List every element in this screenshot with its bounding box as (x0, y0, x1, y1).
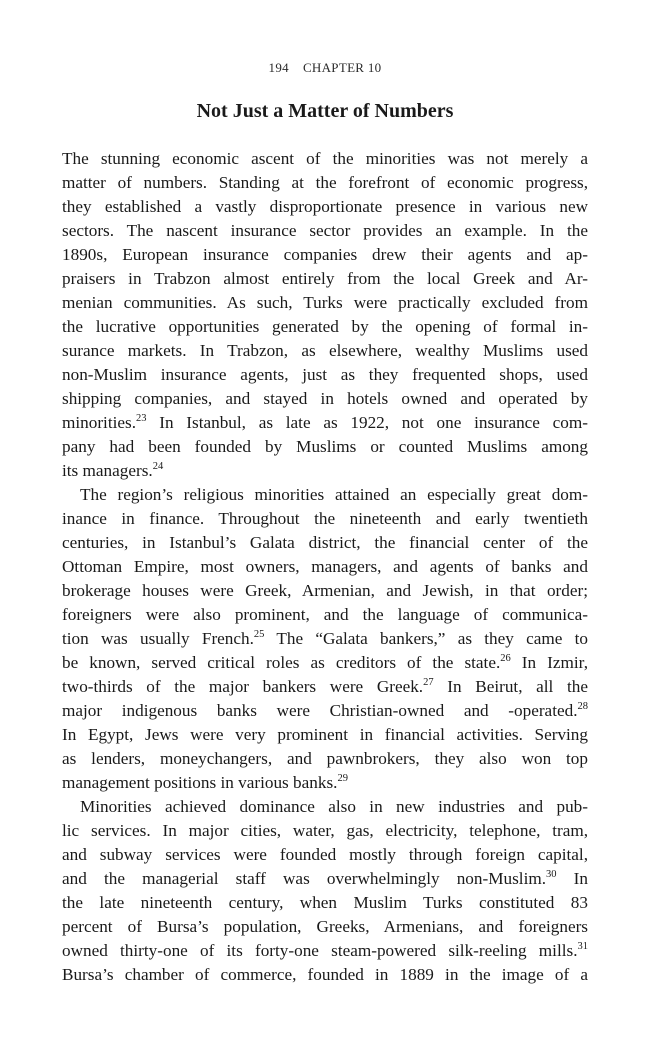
running-head (62, 60, 588, 76)
text-line (62, 939, 588, 963)
text-run: Ottoman Empire, most owners, managers, and agents of banks and (62, 557, 588, 576)
footnote-marker: 29 (337, 773, 348, 784)
text-line (62, 579, 588, 603)
text-run: non-Muslim insurance agents, just as they frequented shops, used (62, 365, 588, 384)
section-title: Not Just a Matter of Numbers (196, 100, 454, 122)
text-run: In Izmir, (510, 653, 588, 672)
text-run: centuries, in Istanbul’s Galata district, the financial center of the (62, 533, 588, 552)
text-run: and the managerial staff was overwhelmingly non-Muslim. (62, 869, 547, 888)
text-line (62, 675, 588, 699)
text-line (62, 435, 588, 459)
text-run: surance markets. In Trabzon, as elsewhere, wealthy Muslims used (62, 341, 588, 360)
text-line (62, 147, 588, 171)
text-line (62, 747, 588, 771)
text-run: 1890s, European insurance companies drew their agents and ap- (62, 245, 588, 264)
text-line (62, 795, 588, 819)
text-line (62, 963, 588, 987)
footnote-marker: 27 (423, 677, 434, 688)
text-line (62, 819, 588, 843)
text-run: two-thirds of the major bankers were Greek. (62, 677, 424, 696)
footnote-marker: 25 (253, 629, 265, 640)
footnote-marker: 28 (577, 701, 588, 712)
text-run: The “Galata bankers,” as they came to (264, 629, 588, 648)
page-number: 194 (268, 60, 289, 75)
text-line (62, 531, 588, 555)
text-line (62, 387, 588, 411)
text-run: owned thirty-one of its forty-one steam-powered silk-reeling mills. (62, 941, 578, 960)
text-line (62, 195, 588, 219)
text-run: foreigners were also prominent, and the language of communica- (62, 605, 588, 624)
paragraph (62, 147, 588, 483)
text-line (62, 651, 588, 675)
text-run: as lenders, moneychangers, and pawnbrokers, they also won top (62, 749, 588, 768)
text-run: The region’s religious minorities attained an especially great dom- (80, 485, 588, 504)
text-line (62, 555, 588, 579)
text-run: lic services. In major cities, water, gas, electricity, telephone, tram, (62, 821, 588, 840)
text-line (62, 603, 588, 627)
text-run: In (556, 869, 588, 888)
text-line (62, 891, 588, 915)
text-line (62, 171, 588, 195)
text-line (62, 291, 588, 315)
text-run: be known, served critical roles as creditors of the state. (62, 653, 501, 672)
text-run: praisers in Trabzon almost entirely from the local Greek and Ar- (62, 269, 588, 288)
text-line (62, 339, 588, 363)
text-run: major indigenous banks were Christian-owned and -operated. (62, 701, 578, 720)
text-line (62, 219, 588, 243)
text-line (62, 459, 588, 483)
footnote-marker: 24 (152, 461, 164, 472)
chapter-label: CHAPTER 10 (302, 60, 382, 75)
footnote-marker: 26 (500, 653, 511, 664)
text-run: percent of Bursa’s population, Greeks, Armenians, and foreigners (62, 917, 588, 936)
text-run: the lucrative opportunities generated by the opening of formal in- (62, 317, 588, 336)
text-run: sectors. The nascent insurance sector provides an example. In the (62, 221, 588, 240)
text-line (62, 315, 588, 339)
text-line (62, 723, 588, 747)
text-line (62, 363, 588, 387)
text-run: In Istanbul, as late as 1922, not one insurance com- (146, 413, 588, 432)
text-line (62, 627, 588, 651)
text-run: pany had been founded by Muslims or counted Muslims among (62, 437, 588, 456)
text-run: inance in finance. Throughout the nineteenth and early twentieth (62, 509, 588, 528)
text-run: minorities. (62, 413, 136, 432)
text-run: matter of numbers. Standing at the forefront of economic progress, (62, 173, 588, 192)
footnote-marker: 31 (577, 941, 588, 952)
text-run: In Egypt, Jews were very prominent in financial activities. Serving (62, 725, 588, 744)
text-line (62, 843, 588, 867)
text-run: and subway services were founded mostly through foreign capital, (62, 845, 588, 864)
text-run: the late nineteenth century, when Muslim Turks constituted 83 (62, 893, 588, 912)
text-run: In Beirut, all the (433, 677, 588, 696)
text-run: The stunning economic ascent of the minorities was not merely a (62, 149, 588, 168)
text-run: Minorities achieved dominance also in new industries and pub- (80, 797, 588, 816)
text-line (62, 507, 588, 531)
text-line (62, 699, 588, 723)
text-run: brokerage houses were Greek, Armenian, and Jewish, in that order; (62, 581, 588, 600)
text-run: shipping companies, and stayed in hotels owned and operated by (62, 389, 588, 408)
text-line (62, 867, 588, 891)
text-run: they established a vastly disproportionate presence in various new (62, 197, 588, 216)
text-run: menian communities. As such, Turks were practically excluded from (62, 293, 588, 312)
text-run: Bursa’s chamber of commerce, founded in 1889 in the image of a (62, 965, 588, 984)
body-text (62, 147, 588, 987)
footnote-marker: 23 (136, 413, 147, 424)
footnote-marker: 30 (546, 869, 557, 880)
text-line (62, 267, 588, 291)
text-line (62, 483, 588, 507)
paragraph (62, 795, 588, 987)
paragraph (62, 483, 588, 795)
text-run: tion was usually French. (62, 629, 254, 648)
text-run: management positions in various banks. (62, 773, 338, 792)
text-run: its managers. (62, 461, 153, 480)
text-line (62, 915, 588, 939)
text-line (62, 771, 588, 795)
text-line (62, 243, 588, 267)
text-line (62, 411, 588, 435)
